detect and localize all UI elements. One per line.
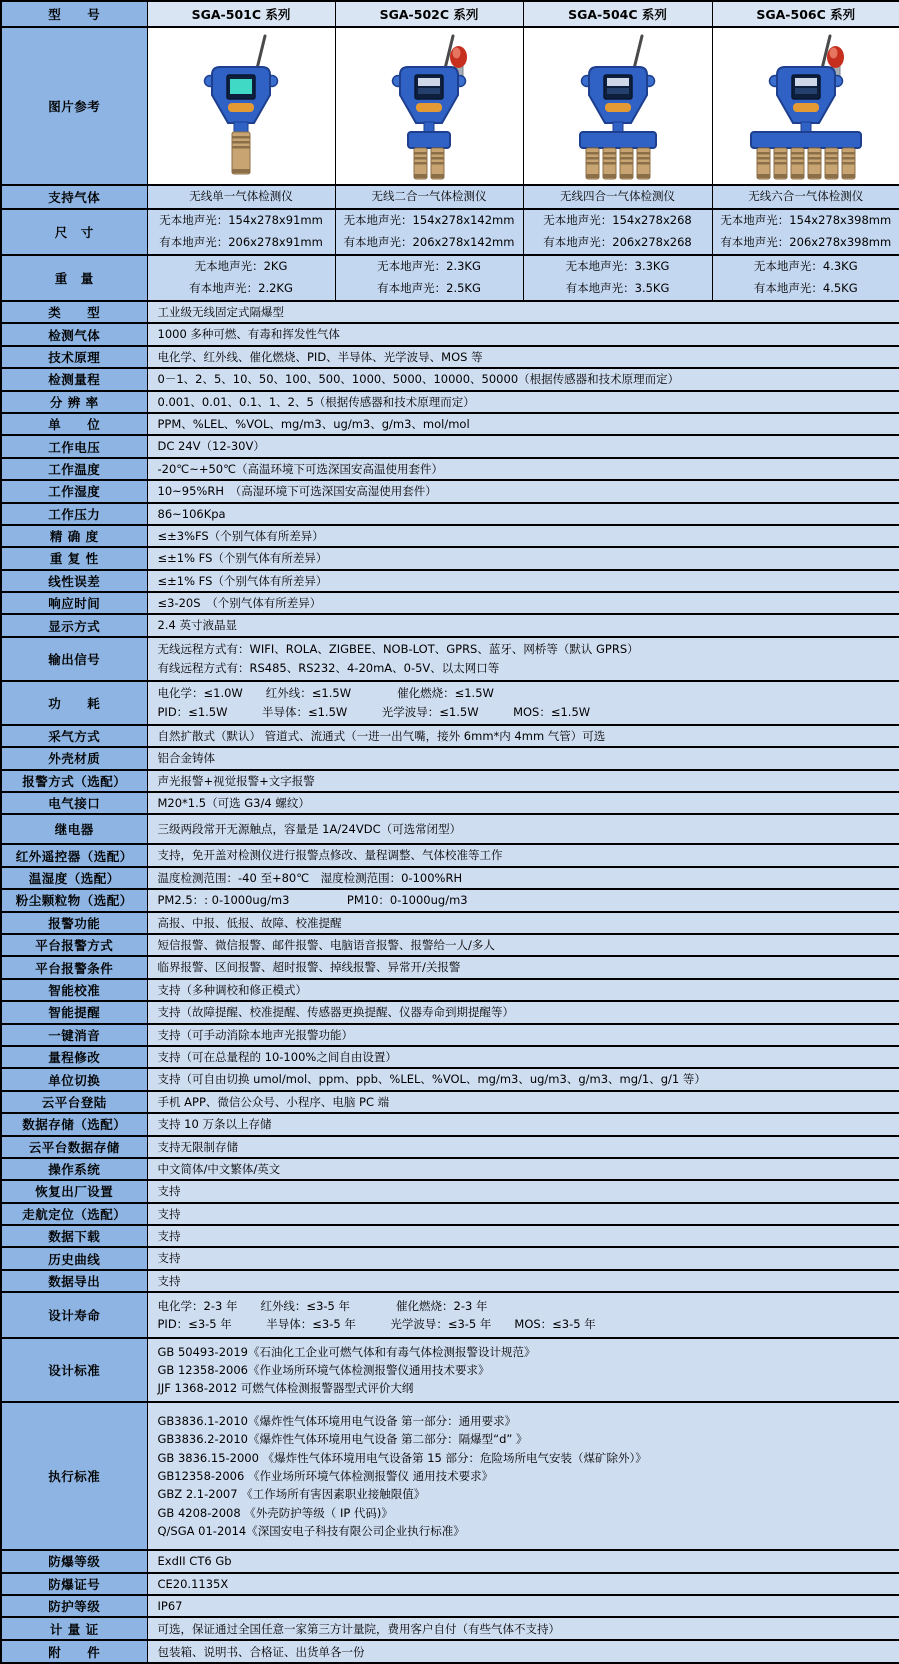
table-row (1, 391, 899, 413)
value-line: 支持 (158, 1182, 896, 1200)
value-line: ≤±1% FS（个别气体有所差异） (158, 572, 896, 590)
value-line: 10~95%RH （高湿环境下可选深国安高湿使用套件） (158, 482, 896, 500)
row-value (147, 1113, 899, 1135)
value-line: 声光报警+视觉报警+文字报警 (158, 772, 896, 790)
row-value (147, 814, 899, 844)
row-label: 工作电压 (1, 435, 147, 457)
value-line: 支持 (158, 1249, 896, 1267)
table-row (1, 637, 899, 681)
table-row (1, 1595, 899, 1617)
row-label: 支持气体 (1, 185, 147, 209)
table-row (1, 747, 899, 769)
row-label: 继电器 (1, 814, 147, 844)
row-label: 粉尘颗粒物（选配） (1, 889, 147, 911)
model-header: SGA-506C 系列 (712, 1, 899, 27)
row-value (147, 770, 899, 792)
value-line: 铝合金铸体 (158, 749, 896, 767)
row-label: 附 件 (1, 1640, 147, 1663)
row-value (523, 209, 712, 255)
row-label: 红外遥控器（选配） (1, 844, 147, 866)
table-row (1, 1573, 899, 1595)
table-row (1, 1402, 899, 1550)
row-value (712, 209, 899, 255)
row-value (147, 1158, 899, 1180)
row-value (523, 255, 712, 301)
row-value (147, 1617, 899, 1640)
value-line: GB 50493-2019《石油化工企业可燃气体和有毒气体检测报警设计规范》 (158, 1343, 896, 1361)
value-line: 无本地声光：2.3KG (336, 256, 523, 278)
table-row (1, 301, 899, 323)
row-label: 检测量程 (1, 368, 147, 390)
row-value (147, 1595, 899, 1617)
row-value (147, 889, 899, 911)
value-line: 有本地声光：206x278x142mm (336, 232, 523, 254)
table-row (1, 1001, 899, 1023)
row-value (147, 1270, 899, 1292)
model-header: SGA-504C 系列 (523, 1, 712, 27)
row-value (147, 323, 899, 345)
row-label: 单 位 (1, 413, 147, 435)
row-label: 走航定位（选配） (1, 1203, 147, 1225)
value-line: GB12358-2006 《作业场所环境气体检测报警仪 通用技术要求》 (158, 1467, 896, 1485)
row-value (147, 209, 335, 255)
row-label: 一键消音 (1, 1024, 147, 1046)
row-value (147, 1068, 899, 1090)
row-value (147, 614, 899, 636)
row-label: 精 确 度 (1, 525, 147, 547)
value-line: 无线四合一气体检测仪 (524, 186, 712, 208)
row-label: 操作系统 (1, 1158, 147, 1180)
row-label: 云平台数据存储 (1, 1136, 147, 1158)
row-label: 类 型 (1, 301, 147, 323)
sga-506c-detector-illustration (731, 31, 881, 181)
value-line: 自然扩散式（默认） 管道式、流通式（一进一出气嘴，接外 6mm*内 4mm 气管）可选 (158, 727, 896, 745)
value-line: 无本地声光：154x278x398mm (713, 210, 899, 232)
table-row (1, 1640, 899, 1663)
table-row (1, 1203, 899, 1225)
value-line: 无线远程方式有：WIFI、ROLA、ZIGBEE、NOB-LOT、GPRS、蓝牙、网桥等（默认 GPRS） (158, 640, 896, 658)
row-label: 分 辨 率 (1, 391, 147, 413)
row-label: 数据存储（选配） (1, 1113, 147, 1135)
value-line: 有本地声光：206x278x268 (524, 232, 712, 254)
value-line: GBZ 2.1-2007 《工作场所有害因素职业接触限值》 (158, 1485, 896, 1503)
table-row (1, 209, 899, 255)
table-row (1, 1617, 899, 1640)
row-value (147, 1338, 899, 1402)
row-label: 设计寿命 (1, 1292, 147, 1338)
row-value (147, 1292, 899, 1338)
spec-table-body (1, 1, 899, 1663)
value-line: 支持，免开盖对检测仪进行报警点修改、量程调整、气体校准等工作 (158, 846, 896, 864)
row-value (147, 346, 899, 368)
row-value (147, 255, 335, 301)
table-row (1, 27, 899, 185)
value-line: 中文简体/中文繁体/英文 (158, 1160, 896, 1178)
row-label: 报警功能 (1, 912, 147, 934)
table-row (1, 1024, 899, 1046)
value-line: 无线单一气体检测仪 (148, 186, 335, 208)
value-line: 有本地声光：2.5KG (336, 278, 523, 300)
row-label: 外壳材质 (1, 747, 147, 769)
row-value (147, 435, 899, 457)
value-line: 支持（多种调校和修正模式） (158, 981, 896, 999)
value-line: 无线二合一气体检测仪 (336, 186, 523, 208)
value-line: ≤3-20S （个别气体有所差异） (158, 594, 896, 612)
value-line: GB 3836.15-2000 《爆炸性气体环境用电气设备第 15 部分：危险场所电气安装（煤矿除外）》 (158, 1449, 896, 1467)
table-row (1, 1270, 899, 1292)
row-value (147, 867, 899, 889)
value-line: 包装箱、说明书、合格证、出货单各一份 (158, 1643, 896, 1661)
row-value (335, 255, 523, 301)
row-value (147, 592, 899, 614)
row-label: 重 复 性 (1, 547, 147, 569)
model-header: SGA-501C 系列 (147, 1, 335, 27)
row-label: 执行标准 (1, 1402, 147, 1550)
row-value (147, 792, 899, 814)
row-label: 线性误差 (1, 570, 147, 592)
table-row (1, 889, 899, 911)
value-line: 三级两段常开无源触点，容量是 1A/24VDC（可选常闭型） (158, 820, 896, 838)
value-line: 支持无限制存储 (158, 1138, 896, 1156)
value-line: 工业级无线固定式隔爆型 (158, 303, 896, 321)
value-line: 电化学：≤1.0W 红外线：≤1.5W 催化燃烧：≤1.5W (158, 684, 896, 702)
value-line: DC 24V（12-30V） (158, 437, 896, 455)
row-label: 平台报警方式 (1, 934, 147, 956)
row-value (147, 1024, 899, 1046)
value-line: 有本地声光：3.5KG (524, 278, 712, 300)
product-image-sga-501c (147, 27, 335, 185)
row-label: 功 耗 (1, 681, 147, 725)
table-row (1, 1158, 899, 1180)
value-line: 有线远程方式有：RS485、RS232、4-20mA、0-5V、以太网口等 (158, 659, 896, 677)
value-line: 支持（可在总量程的 10-100%之间自由设置） (158, 1048, 896, 1066)
row-value (147, 391, 899, 413)
row-label: 工作湿度 (1, 480, 147, 502)
value-line: 临界报警、区间报警、超时报警、掉线报警、异常开/关报警 (158, 958, 896, 976)
table-row (1, 614, 899, 636)
value-line: -20℃~+50℃（高温环境下可选深国安高温使用套件） (158, 460, 896, 478)
value-line: GB3836.2-2010《爆炸性气体环境用电气设备 第二部分：隔爆型“d” 》 (158, 1430, 896, 1448)
row-value (147, 1573, 899, 1595)
table-row (1, 1046, 899, 1068)
row-value (712, 185, 899, 209)
value-line: 支持 (158, 1205, 896, 1223)
value-line: GB 4208-2008 《外壳防护等级（ IP 代码)》 (158, 1504, 896, 1522)
row-label: 数据下载 (1, 1225, 147, 1247)
table-row (1, 1550, 899, 1572)
table-row (1, 867, 899, 889)
value-line: 温度检测范围：-40 至+80℃ 湿度检测范围：0-100%RH (158, 869, 896, 887)
value-line: 无本地声光：154x278x142mm (336, 210, 523, 232)
row-value (147, 185, 335, 209)
row-value (147, 1247, 899, 1269)
row-value (147, 979, 899, 1001)
table-row (1, 1292, 899, 1338)
value-line: JJF 1368-2012 可燃气体检测报警器型式评价大纲 (158, 1379, 896, 1397)
table-row (1, 346, 899, 368)
table-row (1, 814, 899, 844)
value-line: ≤±1% FS（个别气体有所差异） (158, 549, 896, 567)
row-label: 防爆证号 (1, 1573, 147, 1595)
row-label: 计 量 证 (1, 1617, 147, 1640)
row-label: 数据导出 (1, 1270, 147, 1292)
row-value (147, 301, 899, 323)
table-row (1, 979, 899, 1001)
value-line: PID：≤3-5 年 半导体：≤3-5 年 光学波导：≤3-5 年 MOS：≤3-5 年 (158, 1315, 896, 1333)
row-value (147, 547, 899, 569)
value-line: 支持 (158, 1227, 896, 1245)
table-row (1, 912, 899, 934)
table-row (1, 368, 899, 390)
value-line: 1000 多种可燃、有毒和挥发性气体 (158, 325, 896, 343)
row-label: 防爆等级 (1, 1550, 147, 1572)
value-line: 有本地声光：2.2KG (148, 278, 335, 300)
row-label: 型 号 (1, 1, 147, 27)
row-value (147, 1136, 899, 1158)
value-line: 无本地声光：154x278x91mm (148, 210, 335, 232)
row-label: 云平台登陆 (1, 1091, 147, 1113)
row-value (523, 185, 712, 209)
table-row (1, 956, 899, 978)
value-line: 手机 APP、微信公众号、小程序、电脑 PC 端 (158, 1093, 896, 1111)
row-label: 恢复出厂设置 (1, 1180, 147, 1202)
value-line: 有本地声光：4.5KG (713, 278, 899, 300)
row-label: 尺 寸 (1, 209, 147, 255)
row-value (147, 681, 899, 725)
row-label: 历史曲线 (1, 1247, 147, 1269)
value-line: 高报、中报、低报、故障、校准提醒 (158, 914, 896, 932)
table-row (1, 525, 899, 547)
row-value (147, 1001, 899, 1023)
table-row (1, 1225, 899, 1247)
row-label: 图片参考 (1, 27, 147, 185)
value-line: 支持 (158, 1272, 896, 1290)
row-value (147, 1046, 899, 1068)
row-label: 温湿度（选配） (1, 867, 147, 889)
value-line: 0.001、0.01、0.1、1、2、5（根据传感器和技术原理而定） (158, 393, 896, 411)
table-row (1, 1338, 899, 1402)
value-line: PM2.5：: 0-1000ug/m3 PM10：0-1000ug/m3 (158, 891, 896, 909)
table-row (1, 255, 899, 301)
table-row (1, 681, 899, 725)
table-row (1, 458, 899, 480)
value-line: 短信报警、微信报警、邮件报警、电脑语音报警、报警给一人/多人 (158, 936, 896, 954)
row-label: 响应时间 (1, 592, 147, 614)
row-value (147, 934, 899, 956)
table-row (1, 480, 899, 502)
row-value (147, 1550, 899, 1572)
table-row (1, 435, 899, 457)
value-line: PID：≤1.5W 半导体：≤1.5W 光学波导：≤1.5W MOS：≤1.5W (158, 703, 896, 721)
table-row (1, 844, 899, 866)
row-value (147, 1640, 899, 1663)
row-value (147, 1203, 899, 1225)
value-line: 无本地声光：3.3KG (524, 256, 712, 278)
sga-501c-detector-illustration (166, 31, 316, 181)
value-line: 可选，保证通过全国任意一家第三方计量院，费用客户自付（有些气体不支持） (158, 1620, 896, 1638)
row-value (147, 1225, 899, 1247)
value-line: 有本地声光：206x278x91mm (148, 232, 335, 254)
row-label: 采气方式 (1, 725, 147, 747)
table-row (1, 934, 899, 956)
row-label: 平台报警条件 (1, 956, 147, 978)
table-row (1, 323, 899, 345)
row-label: 技术原理 (1, 346, 147, 368)
row-value (147, 570, 899, 592)
value-line: ExdII CT6 Gb (158, 1552, 896, 1570)
row-value (147, 458, 899, 480)
table-row (1, 413, 899, 435)
row-value (147, 747, 899, 769)
row-label: 工作温度 (1, 458, 147, 480)
value-line: M20*1.5（可选 G3/4 螺纹） (158, 794, 896, 812)
row-value (147, 1180, 899, 1202)
value-line: 支持 10 万条以上存储 (158, 1115, 896, 1133)
row-label: 报警方式（选配） (1, 770, 147, 792)
value-line: GB 12358-2006《作业场所环境气体检测报警仪通用技术要求》 (158, 1361, 896, 1379)
table-row (1, 725, 899, 747)
row-value (147, 956, 899, 978)
row-label: 输出信号 (1, 637, 147, 681)
row-label: 设计标准 (1, 1338, 147, 1402)
table-row (1, 770, 899, 792)
model-header: SGA-502C 系列 (335, 1, 523, 27)
value-line: 无本地声光：4.3KG (713, 256, 899, 278)
row-label: 电气接口 (1, 792, 147, 814)
value-line: 无本地声光：154x278x268 (524, 210, 712, 232)
sga-502c-detector-illustration (354, 31, 504, 181)
row-value (147, 844, 899, 866)
value-line: PPM、%LEL、%VOL、mg/m3、ug/m3、g/m3、mol/mol (158, 415, 896, 433)
value-line: 支持（故障提醒、校准提醒、传感器更换提醒、仪器寿命到期提醒等） (158, 1003, 896, 1021)
row-value (712, 255, 899, 301)
product-image-sga-504c (523, 27, 712, 185)
row-value (147, 637, 899, 681)
value-line: 电化学：2-3 年 红外线：≤3-5 年 催化燃烧：2-3 年 (158, 1297, 896, 1315)
table-row (1, 792, 899, 814)
value-line: 无本地声光：2KG (148, 256, 335, 278)
table-row (1, 592, 899, 614)
value-line: 86~106Kpa (158, 505, 896, 523)
table-row (1, 1247, 899, 1269)
product-image-sga-506c (712, 27, 899, 185)
value-line: ≤±3%FS（个别气体有所差异） (158, 527, 896, 545)
row-value (335, 209, 523, 255)
value-line: CE20.1135X (158, 1575, 896, 1593)
value-line: Q/SGA 01-2014《深国安电子科技有限公司企业执行标准》 (158, 1522, 896, 1540)
value-line: 支持（可自由切换 umol/mol、ppm、ppb、%LEL、%VOL、mg/m3、ug/m3、g/m3、mg/1、g/1 等） (158, 1070, 896, 1088)
value-line: 无线六合一气体检测仪 (713, 186, 899, 208)
row-label: 防护等级 (1, 1595, 147, 1617)
value-line: 支持（可手动消除本地声光报警功能） (158, 1026, 896, 1044)
sga-504c-detector-illustration (543, 31, 693, 181)
table-row (1, 1068, 899, 1090)
row-label: 智能提醒 (1, 1001, 147, 1023)
row-label: 重 量 (1, 255, 147, 301)
table-row (1, 547, 899, 569)
row-value (147, 413, 899, 435)
table-row (1, 1091, 899, 1113)
table-row (1, 570, 899, 592)
row-value (147, 912, 899, 934)
table-row (1, 503, 899, 525)
row-value (147, 725, 899, 747)
row-label: 单位切换 (1, 1068, 147, 1090)
table-row (1, 1, 899, 27)
value-line: 电化学、红外线、催化燃烧、PID、半导体、光学波导、MOS 等 (158, 348, 896, 366)
row-label: 检测气体 (1, 323, 147, 345)
row-value (147, 480, 899, 502)
product-image-sga-502c (335, 27, 523, 185)
row-value (335, 185, 523, 209)
row-label: 工作压力 (1, 503, 147, 525)
table-row (1, 1136, 899, 1158)
value-line: GB3836.1-2010《爆炸性气体环境用电气设备 第一部分：通用要求》 (158, 1412, 896, 1430)
value-line: 0－1、2、5、10、50、100、500、1000、5000、10000、50000（根据传感器和技术原理而定） (158, 370, 896, 388)
value-line: IP67 (158, 1597, 896, 1615)
row-value (147, 525, 899, 547)
value-line: 2.4 英寸液晶显 (158, 616, 896, 634)
row-value (147, 503, 899, 525)
table-row (1, 185, 899, 209)
table-row (1, 1180, 899, 1202)
value-line: 有本地声光：206x278x398mm (713, 232, 899, 254)
row-label: 智能校准 (1, 979, 147, 1001)
row-value (147, 368, 899, 390)
row-value (147, 1091, 899, 1113)
row-label: 量程修改 (1, 1046, 147, 1068)
table-row (1, 1113, 899, 1135)
row-value (147, 1402, 899, 1550)
row-label: 显示方式 (1, 614, 147, 636)
